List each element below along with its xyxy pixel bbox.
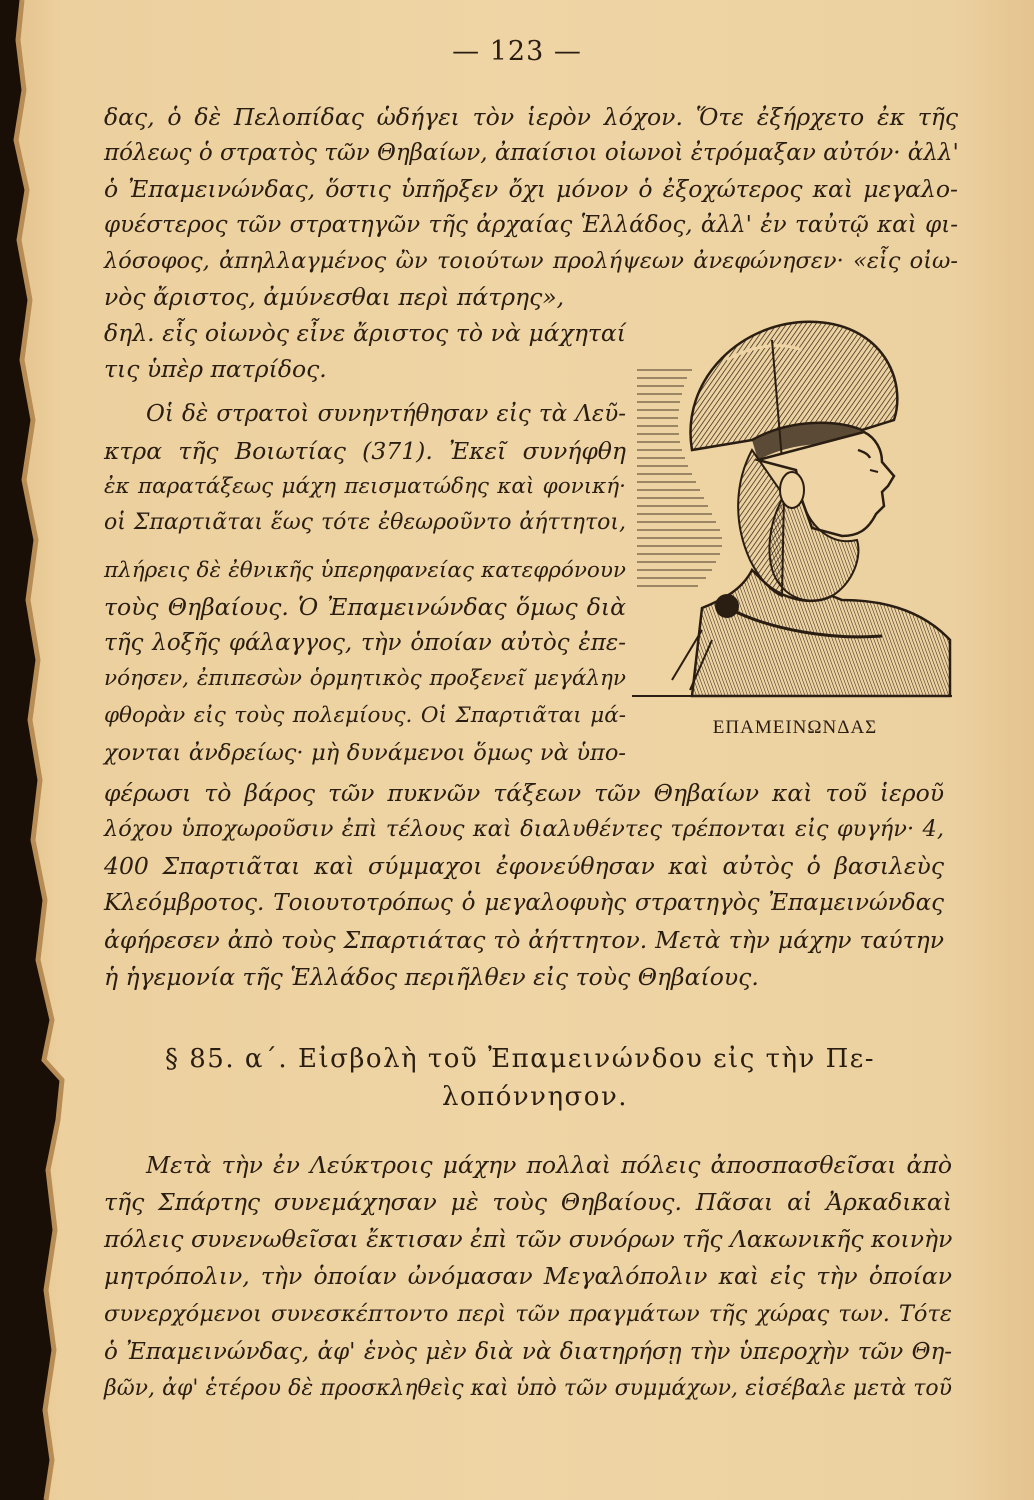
text-line: τοὺς Θηβαίους. Ὁ Ἐπαμεινώνδας ὅμως διὰ bbox=[104, 593, 626, 621]
section-heading-line1: § 85. α΄. Εἰσβολὴ τοῦ Ἐπαμεινώνδου εἰς τὴν Πε- bbox=[165, 1044, 876, 1074]
text-line: οἱ Σπαρτιᾶται ἕως τότε ἐθεωροῦντο ἀήττητοι, bbox=[104, 510, 626, 535]
text-line: κτρα τῆς Βοιωτίας (371). Ἐκεῖ συνήφθη bbox=[104, 437, 626, 465]
portrait-caption: ΕΠΑΜΕΙΝΩΝΔΑΣ bbox=[712, 717, 878, 738]
text-line: δας, ὁ δὲ Πελοπίδας ὡδήγει τὸν ἱερὸν λόχον. Ὅτε ἐξήρχετο ἐκ τῆς bbox=[104, 103, 958, 131]
text-line: 400 Σπαρτιᾶται καὶ σύμμαχοι ἐφονεύθησαν καὶ αὐτὸς ὁ βασιλεὺς bbox=[104, 852, 944, 880]
text-line: ὁ Ἐπαμεινώνδας, ὅστις ὑπῆρξεν ὄχι μόνον ὁ ἐξοχώτερος καὶ μεγαλο- bbox=[104, 175, 958, 203]
text-line: δηλ. εἷς οἰωνὸς εἶνε ἄριστος τὸ νὰ μάχηταί bbox=[104, 319, 626, 347]
text-line: βῶν, ἀφ' ἑτέρου δὲ προσκληθεὶς καὶ ὑπὸ τῶν συμμάχων, εἰσέβαλε μετὰ τοῦ bbox=[104, 1376, 952, 1401]
page-number: — 123 — bbox=[452, 36, 582, 67]
text-line: ὁ Ἐπαμεινώνδας, ἀφ' ἑνὸς μὲν διὰ νὰ διατηρήσῃ τὴν ὑπεροχὴν τῶν Θη- bbox=[104, 1339, 952, 1365]
text-line: τῆς Σπάρτης συνεμάχησαν μὲ τοὺς Θηβαίους. Πᾶσαι αἱ Ἀρκαδικαὶ bbox=[104, 1188, 952, 1216]
text-line: ἀφήρεσεν ἀπὸ τοὺς Σπαρτιάτας τὸ ἀήττητον. Μετὰ τὴν μάχην ταύτην bbox=[104, 926, 944, 954]
text-line: νόησεν, ἐπιπεσὼν ὁρμητικὸς προξενεῖ μεγάλην bbox=[104, 666, 626, 691]
text-line: Μετὰ τὴν ἐν Λεύκτροις μάχην πολλαὶ πόλεις ἀποσπασθεῖσαι ἀπὸ bbox=[146, 1151, 952, 1179]
text-line: πόλεως ὁ στρατὸς τῶν Θηβαίων, ἀπαίσιοι οἰωνοὶ ἐτρόμαξαν αὐτόν· ἀλλ' bbox=[104, 140, 959, 166]
text-line: ἐκ παρατάξεως μάχη πεισματώδης καὶ φονική· bbox=[104, 474, 626, 499]
text-line: νὸς ἄριστος, ἀμύνεσθαι περὶ πάτρης», bbox=[104, 283, 565, 311]
text-line: φυέστερος τῶν στρατηγῶν τῆς ἀρχαίας Ἑλλάδος, ἀλλ' ἐν ταὐτῷ καὶ φι- bbox=[104, 212, 958, 238]
torn-page-edge bbox=[0, 0, 70, 1500]
epaminondas-portrait-engraving bbox=[632, 300, 952, 712]
text-line: πλήρεις δὲ ἐθνικῆς ὑπερηφανείας κατεφρόνουν bbox=[104, 558, 626, 583]
text-line: Οἱ δὲ στρατοὶ συνηντήθησαν εἰς τὰ Λεῦ- bbox=[146, 401, 626, 427]
text-line: λόχου ὑποχωροῦσιν ἐπὶ τέλους καὶ διαλυθέντες τρέπονται εἰς φυγήν· 4, bbox=[104, 816, 944, 842]
text-line: τις ὑπὲρ πατρίδος. bbox=[104, 355, 327, 383]
text-line: Κλεόμβροτος. Τοιουτοτρόπως ὁ μεγαλοφυὴς στρατηγὸς Ἐπαμεινώνδας bbox=[104, 890, 944, 916]
text-line: πόλεις συνενωθεῖσαι ἔκτισαν ἐπὶ τῶν συνόρων τῆς Λακωνικῆς κοινὴν bbox=[104, 1225, 953, 1253]
text-line: μητρόπολιν, τὴν ὁποίαν ὠνόμασαν Μεγαλόπολιν καὶ εἰς τὴν ὁποίαν bbox=[104, 1262, 952, 1290]
text-line: φέρωσι τὸ βάρος τῶν πυκνῶν τάξεων τῶν Θηβαίων καὶ τοῦ ἱεροῦ bbox=[104, 779, 944, 807]
section-heading-line2: λοπόννησον. bbox=[442, 1082, 629, 1112]
text-line: τῆς λοξῆς φάλαγγος, τὴν ὁποίαν αὐτὸς ἐπε- bbox=[104, 630, 626, 656]
text-line: ἡ ἡγεμονία τῆς Ἑλλάδος περιῆλθεν εἰς τοὺς Θηβαίους. bbox=[104, 963, 759, 991]
text-line: φθορὰν εἰς τοὺς πολεμίους. Οἱ Σπαρτιᾶται μά- bbox=[104, 703, 626, 728]
text-line: χονται ἀνδρείως· μὴ δυνάμενοι ὅμως νὰ ὑπο- bbox=[104, 740, 626, 766]
text-line: λόσοφος, ἀπηλλαγμένος ὢν τοιούτων προλήψεων ἀνεφώνησεν· «εἷς οἰω- bbox=[104, 248, 958, 274]
text-line: συνερχόμενοι συνεσκέπτοντο περὶ τῶν πραγμάτων τῆς χώρας των. Τότε bbox=[104, 1301, 952, 1327]
